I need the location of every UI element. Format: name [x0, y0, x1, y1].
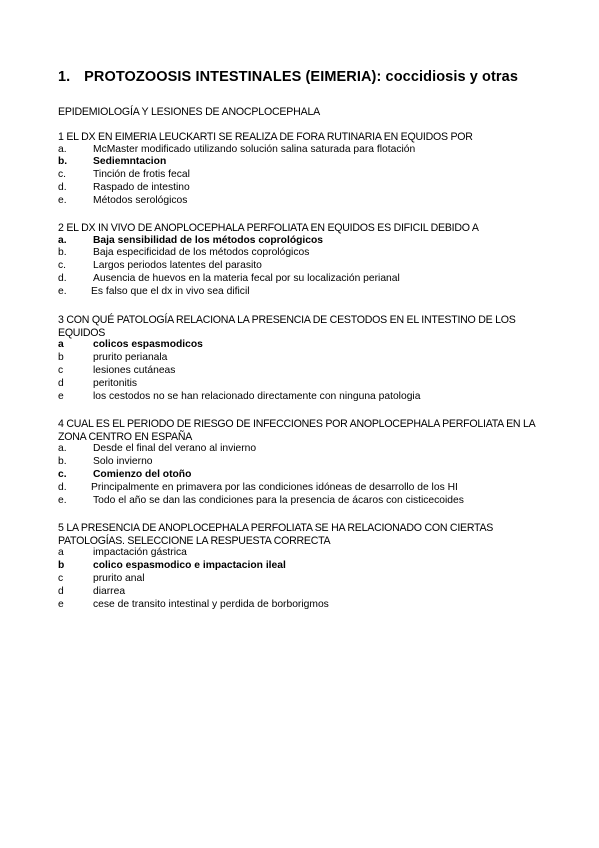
option-letter: a.: [58, 143, 67, 155]
option-d: [58, 378, 558, 391]
option-text: McMaster modificado utilizando solución salina saturada para flotación: [93, 143, 416, 155]
option-text: Principalmente en primavera por las condiciones idóneas de desarrollo de los HI: [91, 481, 458, 493]
option-text: Métodos serológicos: [93, 195, 188, 207]
option-text: Comienzo del otoño: [93, 468, 192, 480]
option-a: [58, 547, 558, 560]
option-text: prurito anal: [93, 572, 145, 584]
question-5: [58, 522, 558, 612]
option-c: [58, 169, 558, 182]
option-text: Tinción de frotis fecal: [93, 169, 190, 181]
question-stem: 1 EL DX EN EIMERIA LEUCKARTI SE REALIZA DE FORA RUTINARIA EN EQUIDOS POR: [58, 131, 473, 143]
option-e: [58, 391, 558, 404]
option-letter: e.: [58, 286, 67, 298]
option-text: colicos espasmodicos: [93, 339, 203, 351]
option-d: [58, 273, 558, 286]
option-b: [58, 560, 558, 573]
option-e: [58, 286, 558, 299]
option-text: los cestodos no se han relacionado directamente con ninguna patologia: [93, 390, 421, 402]
option-text: Solo invierno: [93, 456, 153, 468]
option-letter: c: [58, 364, 64, 376]
option-letter: d: [58, 377, 64, 389]
option-list: [58, 144, 558, 208]
option-letter: e: [58, 390, 64, 402]
question-4: [58, 418, 558, 508]
option-letter: c.: [58, 169, 67, 181]
option-letter: b: [58, 352, 64, 364]
question-stem: 2 EL DX IN VIVO DE ANOPLOCEPHALA PERFOLIATA EN EQUIDOS ES DIFICIL DEBIDO A: [58, 222, 479, 234]
question-stem: 5 LA PRESENCIA DE ANOPLOCEPHALA PERFOLIATA SE HA RELACIONADO CON CIERTAS PATOLOGÍAS. SELECCIONE LA RESPUESTA CORRECTA: [58, 522, 494, 547]
option-letter: a.: [58, 443, 67, 455]
option-letter: d.: [58, 481, 67, 493]
option-text: Baja sensibilidad de los métodos coprológicos: [93, 234, 324, 246]
question-2: [58, 222, 558, 299]
title-number: 1.: [58, 69, 71, 85]
option-text: Sediemntacion: [93, 156, 167, 168]
option-letter: a.: [58, 234, 67, 246]
option-list: [58, 443, 558, 507]
option-letter: a: [58, 339, 64, 351]
question-stem: 3 CON QUÉ PATOLOGÍA RELACIONA LA PRESENCIA DE CESTODOS EN EL INTESTINO DE LOS EQUIDOS: [58, 314, 516, 339]
option-text: Ausencia de huevos en la materia fecal por su localización perianal: [93, 273, 400, 285]
option-text: Es falso que el dx in vivo sea dificil: [91, 286, 250, 298]
option-a: [58, 144, 558, 157]
option-d: [58, 586, 558, 599]
option-text: cese de transito intestinal y perdida de borborigmos: [93, 598, 329, 610]
question-stem: 4 CUAL ES EL PERIODO DE RIESGO DE INFECCIONES POR ANOPLOCEPHALA PERFOLIATA EN LA ZONA CENTRO EN ESPAÑA: [58, 418, 535, 443]
page-title: [58, 69, 518, 85]
option-letter: b.: [58, 247, 67, 259]
option-letter: d.: [58, 182, 67, 194]
option-text: Largos periodos latentes del parasito: [93, 260, 262, 272]
option-c: [58, 365, 558, 378]
option-letter: b.: [58, 456, 67, 468]
option-a: [58, 235, 558, 248]
option-text: prurito perianala: [93, 352, 168, 364]
option-list: [58, 235, 558, 299]
option-b: [58, 156, 558, 169]
option-letter: d.: [58, 273, 67, 285]
option-letter: b: [58, 560, 65, 572]
option-d: [58, 482, 558, 495]
option-c: [58, 469, 558, 482]
option-text: Todo el año se dan las condiciones para la presencia de ácaros con cisticecoides: [93, 494, 464, 506]
option-list: [58, 339, 558, 403]
option-text: colico espasmodico e impactacion ileal: [93, 560, 286, 572]
option-c: [58, 260, 558, 273]
option-list: [58, 547, 558, 611]
option-letter: e.: [58, 494, 67, 506]
option-text: peritonitis: [93, 377, 138, 389]
option-b: [58, 352, 558, 365]
option-letter: c: [58, 572, 64, 584]
option-text: Baja especificidad de los métodos coprológicos: [93, 247, 310, 259]
option-b: [58, 456, 558, 469]
option-text: impactación gástrica: [93, 547, 187, 559]
option-d: [58, 182, 558, 195]
option-b: [58, 247, 558, 260]
option-letter: c.: [58, 468, 67, 480]
option-e: [58, 599, 558, 612]
option-text: Desde el final del verano al invierno: [93, 443, 257, 455]
option-a: [58, 339, 558, 352]
option-c: [58, 573, 558, 586]
question-1: [58, 131, 558, 208]
option-text: Raspado de intestino: [93, 182, 190, 194]
option-e: [58, 195, 558, 208]
question-3: [58, 314, 558, 404]
title-text: PROTOZOOSIS INTESTINALES (EIMERIA): coccidiosis y otras: [84, 69, 518, 85]
option-letter: b.: [58, 156, 68, 168]
section-heading: EPIDEMIOLOGÍA Y LESIONES DE ANOCPLOCEPHALA: [58, 106, 321, 118]
option-text: lesiones cutáneas: [93, 364, 176, 376]
option-letter: e: [58, 598, 64, 610]
option-text: diarrea: [93, 585, 126, 597]
option-letter: c.: [58, 260, 67, 272]
option-letter: a: [58, 547, 64, 559]
option-e: [58, 495, 558, 508]
option-a: [58, 443, 558, 456]
option-letter: e.: [58, 195, 67, 207]
option-letter: d: [58, 585, 64, 597]
